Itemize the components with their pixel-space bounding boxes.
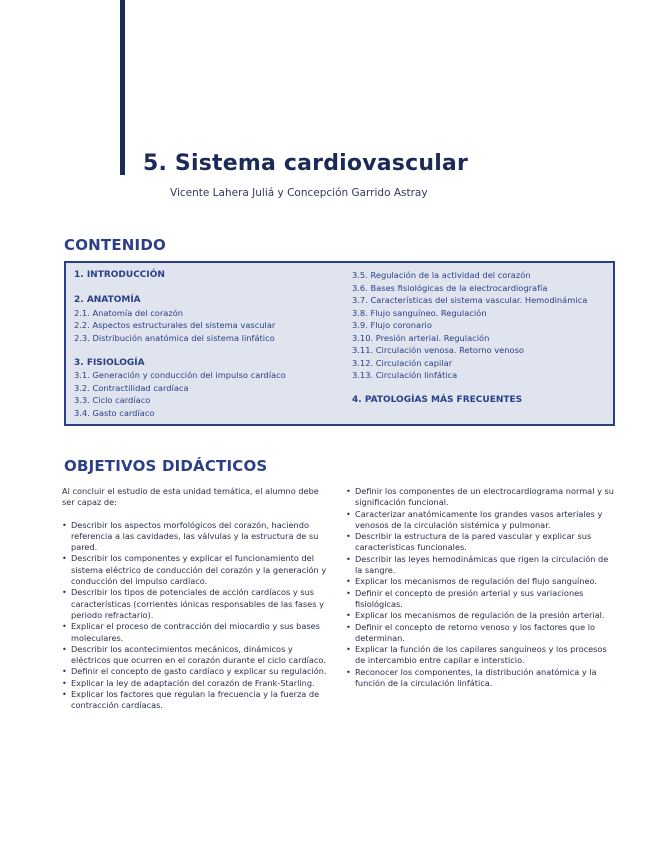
objetivos-right-list	[346, 486, 618, 689]
objective-item: • Explicar la ley de adaptación del corazón de Frank-Starling.	[62, 678, 334, 689]
toc-subsection: 3.8. Flujo sanguíneo. Regulación	[352, 307, 487, 318]
objective-item: • Definir el concepto de gasto cardíaco y explicar su regulación.	[62, 666, 334, 677]
toc-left-column	[74, 269, 286, 419]
objetivos-left-list	[62, 520, 334, 712]
toc-section-heading: 2. ANATOMÍA	[74, 295, 141, 305]
toc-subsection: 3.3. Ciclo cardíaco	[74, 395, 151, 405]
objective-item: • Definir el concepto de presión arterial y sus variaciones fisiológicas.	[346, 588, 618, 611]
objective-item: • Reconocer los componentes, la distribución anatómica y la función de la circulación linfática.	[346, 667, 618, 690]
objective-item: • Explicar los mecanismos de regulación del flujo sanguíneo.	[346, 576, 618, 587]
objective-item: • Describir los componentes y explicar el funcionamiento del sistema eléctrico de conducción del corazón y la generación y conducción del impulso cardíaco.	[62, 553, 334, 587]
toc-subsection: 3.5. Regulación de la actividad del corazón	[352, 270, 531, 280]
chapter-title: 5. Sistema cardiovascular	[143, 151, 469, 176]
objetivos-right-column	[346, 486, 618, 689]
toc-right-column	[352, 269, 587, 407]
objective-item: • Describir los aspectos morfológicos del corazón, haciendo referencia a las cavidades, las válvulas y la estructura de su pared.	[62, 520, 334, 554]
toc-subsection: 3.13. Circulación linfática	[352, 370, 458, 380]
toc-subsection: 3.10. Presión arterial. Regulación	[352, 332, 490, 343]
toc-subsection: 2.3. Distribución anatómica del sistema linfático	[74, 332, 275, 343]
objetivos-heading: OBJETIVOS DIDÁCTICOS	[64, 457, 268, 475]
objective-item: • Explicar el proceso de contracción del miocardio y sus bases moleculares.	[62, 621, 334, 644]
toc-section-heading: 3. FISIOLOGÍA	[74, 357, 145, 368]
contenido-box	[64, 261, 615, 426]
toc-subsection: 3.11. Circulación venosa. Retorno venoso	[352, 345, 524, 355]
toc-spacer	[352, 382, 587, 395]
chapter-accent-bar	[120, 0, 125, 175]
toc-subsection: 3.6. Bases fisiológicas de la electrocardiografía	[352, 282, 548, 293]
objective-item: • Explicar los mecanismos de regulación de la presión arterial.	[346, 610, 618, 621]
toc-subsection: 2.2. Aspectos estructurales del sistema vascular	[74, 320, 276, 330]
objective-item: • Describir los tipos de potenciales de acción cardíacos y sus características (corrientes iónicas responsables de las fases y periodo refractario).	[62, 587, 334, 621]
contenido-heading: CONTENIDO	[64, 236, 166, 254]
toc-subsection: 2.1. Anatomía del corazón	[74, 307, 184, 318]
toc-spacer	[74, 344, 286, 357]
objective-item: • Explicar los factores que regulan la frecuencia y la fuerza de contracción cardíacas.	[62, 689, 334, 712]
toc-subsection: 3.2. Contractilidad cardíaca	[74, 382, 189, 393]
objective-item: • Definir el concepto de retorno venoso y los factores que lo determinan.	[346, 622, 618, 645]
objective-item: • Explicar la función de los capilares sanguíneos y los procesos de intercambio entre capilar e intersticio.	[346, 644, 618, 667]
objective-item: • Describir los acontecimientos mecánicos, dinámicos y eléctricos que ocurren en el corazón durante el ciclo cardíaco.	[62, 644, 334, 667]
toc-spacer	[74, 282, 286, 295]
toc-section-heading: 4. PATOLOGÍAS MÁS FRECUENTES	[352, 395, 523, 405]
toc-subsection: 3.12. Circulación capilar	[352, 357, 453, 368]
chapter-authors: Vicente Lahera Juliá y Concepción Garrido Astray	[170, 187, 428, 199]
toc-section-heading: 1. INTRODUCCIÓN	[74, 270, 165, 280]
objective-item: • Caracterizar anatómicamente los grandes vasos arteriales y venosos de la circulación sistémica y pulmonar.	[346, 509, 618, 532]
toc-subsection: 3.4. Gasto cardíaco	[74, 407, 155, 418]
toc-subsection: 3.9. Flujo coronario	[352, 320, 432, 330]
objetivos-intro: Al concluir el estudio de esta unidad temática, el alumno debe ser capaz de:	[62, 486, 319, 508]
objective-item: • Describir la estructura de la pared vascular y explicar sus características funcionales.	[346, 531, 618, 554]
objective-item: • Definir los componentes de un electrocardiograma normal y su significación funcional.	[346, 486, 618, 509]
objetivos-left-column	[62, 486, 334, 712]
toc-subsection: 3.7. Características del sistema vascular. Hemodinámica	[352, 295, 588, 305]
toc-subsection: 3.1. Generación y conducción del impulso cardíaco	[74, 370, 286, 380]
objective-item: • Describir las leyes hemodinámicas que rigen la circulación de la sangre.	[346, 554, 618, 577]
